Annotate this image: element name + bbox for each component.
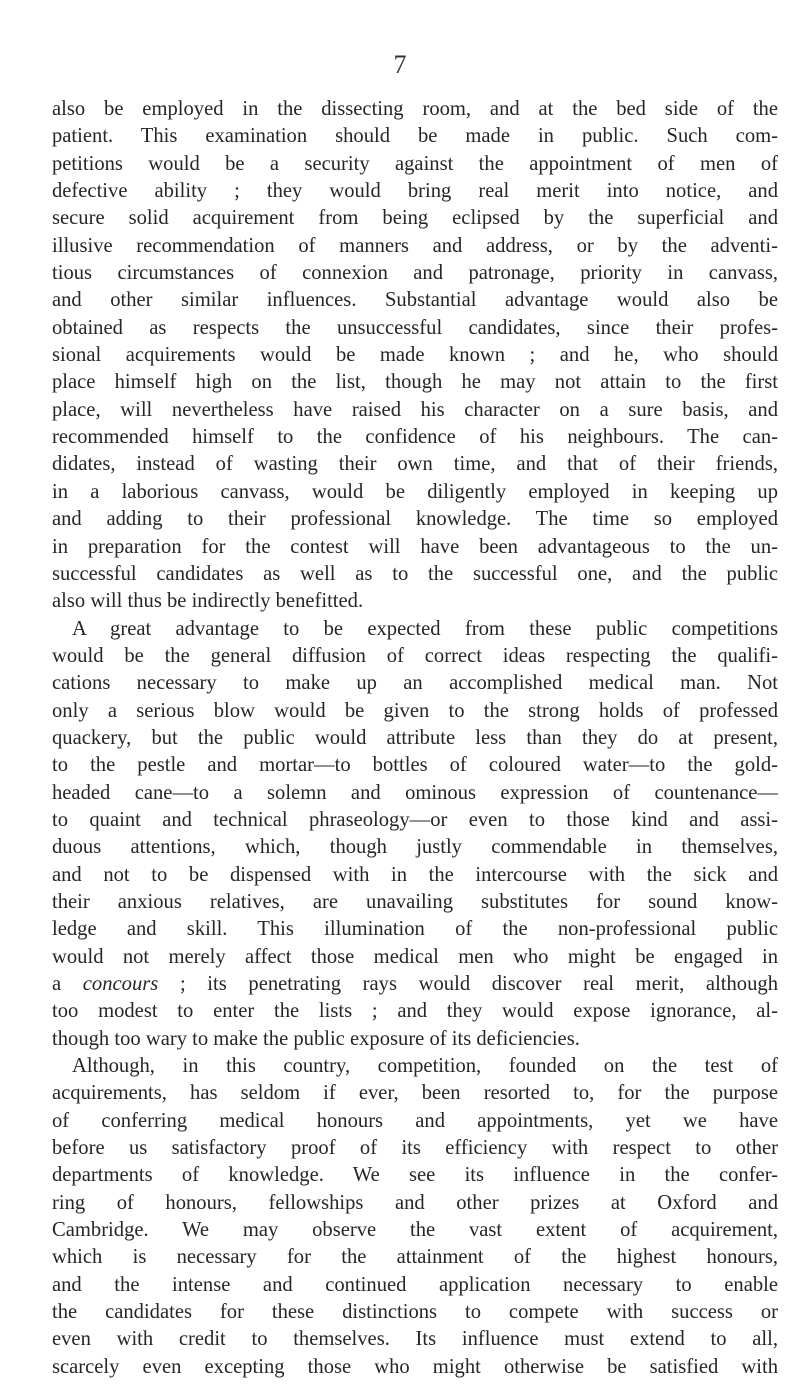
text-line: successful candidates as well as to the successful one, and the public (52, 562, 778, 585)
text-line: defective ability ; they would bring real merit into notice, and (52, 180, 778, 203)
text-line: headed cane—to a solemn and ominous expression of countenance— (52, 781, 778, 804)
text-line: and not to be dispensed with in the intercourse with the sick and (52, 863, 778, 886)
text-line: also will thus be indirectly benefitted. (52, 590, 364, 613)
text-line: in a laborious canvass, would be diligently employed in keeping up (52, 480, 778, 503)
paragraph-2 (52, 616, 778, 1054)
text-line: acquirements, has seldom if ever, been resorted to, for the purpose (52, 1082, 778, 1105)
page-number: 7 (393, 50, 407, 79)
text-line: a concours ; its penetrating rays would discover real merit, although (52, 973, 778, 995)
text-line: patient. This examination should be made in public. Such com- (52, 125, 778, 148)
text-line: which is necessary for the attainment of the highest honours, (52, 1246, 778, 1269)
text-line: also be employed in the dissecting room, and at the bed side of the (52, 98, 778, 120)
text-line: Cambridge. We may observe the vast extent of acquirement, (52, 1219, 778, 1242)
text-line: and other similar influences. Substantial advantage would also be (52, 289, 778, 312)
text-line: departments of knowledge. We see its influence in the confer- (52, 1164, 778, 1187)
text-line: would be the general diffusion of correct ideas respecting the qualifi- (52, 644, 778, 667)
text-line: to quaint and technical phraseology—or even to those kind and assi- (52, 808, 778, 831)
text-line: ledge and skill. This illumination of the non-professional public (52, 918, 778, 941)
italic-word: concours (82, 973, 159, 995)
text-line: Although, in this country, competition, founded on the test of (72, 1055, 778, 1078)
body-text (52, 96, 778, 1381)
text-line: secure solid acquirement from being eclipsed by the superficial and (52, 207, 778, 230)
text-line: illusive recommendation of manners and address, or by the adventi- (52, 234, 778, 257)
text-line: their anxious relatives, are unavailing substitutes for sound know- (52, 890, 778, 913)
text-line: and adding to their professional knowledge. The time so employed (52, 508, 778, 531)
text-line: before us satisfactory proof of its efficiency with respect to other (52, 1137, 778, 1160)
text-line: only a serious blow would be given to the strong holds of professed (52, 699, 778, 722)
text-line: would not merely affect those medical men who might be engaged in (52, 945, 778, 968)
text-line: sional acquirements would be made known ; and he, who should (52, 344, 778, 367)
text-line: too modest to enter the lists ; and they would expose ignorance, al- (52, 1000, 778, 1023)
text-line: and the intense and continued application necessary to enable (52, 1273, 778, 1296)
text-line: tious circumstances of connexion and patronage, priority in canvass, (52, 262, 778, 285)
text-line: obtained as respects the unsuccessful candidates, since their profes- (52, 316, 778, 339)
paragraph-1 (52, 96, 778, 616)
text-line: the candidates for these distinctions to compete with success or (52, 1301, 778, 1324)
text-line: even with credit to themselves. Its influence must extend to all, (52, 1328, 778, 1351)
text-line: cations necessary to make up an accomplished medical man. Not (52, 672, 778, 695)
text-line: petitions would be a security against the appointment of men of (52, 152, 778, 175)
text-line: didates, instead of wasting their own time, and that of their friends, (52, 453, 778, 476)
text-line: though too wary to make the public exposure of its deficiencies. (52, 1027, 580, 1050)
paragraph-3 (52, 1053, 778, 1381)
text-line: duous attentions, which, though justly commendable in themselves, (52, 836, 778, 859)
text-line: scarcely even excepting those who might otherwise be satisfied with (52, 1355, 778, 1378)
text-line: to the pestle and mortar—to bottles of coloured water—to the gold- (52, 754, 778, 777)
text-line: quackery, but the public would attribute less than they do at present, (52, 726, 778, 749)
text-line: place himself high on the list, though he may not attain to the first (52, 371, 778, 394)
text-line: A great advantage to be expected from these public competitions (72, 617, 778, 640)
text-line: place, will nevertheless have raised his character on a sure basis, and (52, 398, 778, 421)
text-line: recommended himself to the confidence of his neighbours. The can- (52, 426, 778, 449)
text-line: of conferring medical honours and appointments, yet we have (52, 1109, 778, 1132)
text-line: ring of honours, fellowships and other prizes at Oxford and (52, 1191, 778, 1214)
text-line: in preparation for the contest will have been advantageous to the un- (52, 535, 778, 558)
